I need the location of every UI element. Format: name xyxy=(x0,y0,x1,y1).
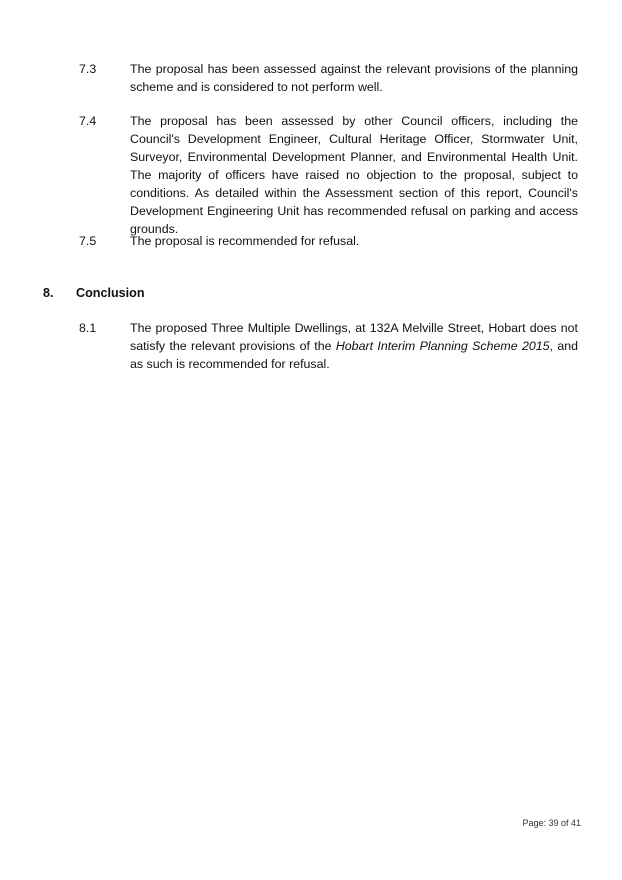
page-number-footer: Page: 39 of 41 xyxy=(522,818,581,828)
paragraph-text-part: The proposed Three Multiple Dwellings, at 132A Melville Street, Hobart does not satisfy the relevant provisions of the xyxy=(130,321,578,353)
paragraph-number: 7.4 xyxy=(79,114,97,128)
paragraph-text: The proposal has been assessed by other Council officers, including the Council's Development Engineer, Cultural Heritage Officer, Stormwater Unit, Surveyor, Environmental Development Planner, and Environmental Health Unit. The majority of officers have raised no objection to the proposal, subject to conditions. As detailed within the Assessment section of this report, Council's Development Engineering Unit has recommended refusal on parking and access grounds. xyxy=(130,114,578,236)
paragraph-number: 7.3 xyxy=(79,62,97,76)
paragraph-text-part: , and as such is recommended for refusal. xyxy=(130,339,578,371)
paragraph-text: The proposal has been assessed against the relevant provisions of the planning scheme and is considered to not perform well. xyxy=(130,62,578,94)
paragraph-number: 7.5 xyxy=(79,234,97,248)
paragraph-number: 8.1 xyxy=(79,321,97,335)
section-title: Conclusion xyxy=(76,286,145,300)
paragraph-text: The proposal is recommended for refusal. xyxy=(130,234,360,248)
section-number: 8. xyxy=(43,286,54,300)
paragraph-text xyxy=(130,319,578,373)
scheme-title-italic: Hobart Interim Planning Scheme 2015 xyxy=(335,339,550,353)
